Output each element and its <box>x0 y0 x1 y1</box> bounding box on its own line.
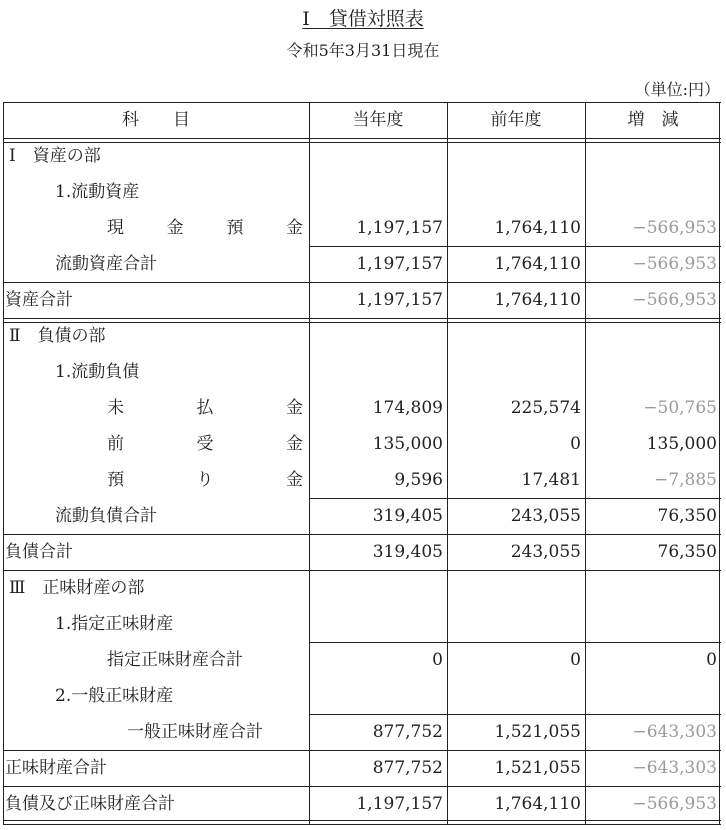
row-label: 1.流動資産 <box>55 182 140 202</box>
table-rule <box>309 714 721 715</box>
table-rule <box>3 824 721 825</box>
column-header-current: 当年度 <box>352 110 404 130</box>
table-rule <box>3 322 721 323</box>
value-previous: 0 <box>570 650 581 670</box>
table-rule <box>3 318 721 319</box>
row-label-char: 払 <box>196 398 214 418</box>
value-previous <box>447 678 581 714</box>
table-row <box>3 570 721 606</box>
column-header-change: 増 減 <box>627 110 679 130</box>
value-change: −566,953 <box>632 290 717 310</box>
table-row <box>3 390 721 426</box>
value-current <box>309 570 443 606</box>
value-change <box>585 318 717 354</box>
table-header <box>3 102 721 138</box>
value-change: −50,765 <box>643 398 717 418</box>
row-label: 資産合計 <box>5 290 73 310</box>
value-current: 877,752 <box>372 758 443 778</box>
value-previous <box>447 318 581 354</box>
value-change: −7,885 <box>654 470 717 490</box>
value-current: 1,197,157 <box>356 794 443 814</box>
value-change: 0 <box>706 650 717 670</box>
row-label-char: 現 <box>107 218 124 238</box>
table-rule <box>3 282 721 283</box>
value-current: 0 <box>432 650 443 670</box>
value-current <box>309 174 443 210</box>
table-row <box>3 786 721 822</box>
value-current: 174,809 <box>372 398 443 418</box>
value-current: 1,197,157 <box>356 254 443 274</box>
row-label: 1.指定正味財産 <box>55 614 174 634</box>
column-rule <box>585 102 586 824</box>
row-label: Ⅲ 正味財産の部 <box>9 578 145 598</box>
value-previous: 1,521,055 <box>494 758 581 778</box>
table-rule <box>3 570 721 571</box>
column-rule <box>719 102 720 824</box>
table-rule <box>3 142 721 143</box>
value-change: −643,303 <box>632 722 717 742</box>
value-current: 319,405 <box>372 542 443 562</box>
table-row <box>3 318 721 354</box>
table-row <box>3 462 721 498</box>
value-previous: 1,521,055 <box>494 722 581 742</box>
value-current: 1,197,157 <box>356 218 443 238</box>
value-previous <box>447 570 581 606</box>
column-rule <box>447 102 448 824</box>
value-previous <box>447 606 581 642</box>
table-rule <box>309 498 721 499</box>
table-row <box>3 498 721 534</box>
row-label-char: 預 <box>226 218 244 238</box>
value-change <box>585 354 717 390</box>
value-change: −643,303 <box>632 758 717 778</box>
table-rule <box>309 642 721 643</box>
value-previous: 1,764,110 <box>494 794 581 814</box>
row-label: 負債及び正味財産合計 <box>5 794 175 814</box>
table-rule <box>309 246 721 247</box>
value-previous: 1,764,110 <box>494 218 581 238</box>
value-current: 9,596 <box>394 470 443 490</box>
row-label-char: 金 <box>286 218 303 238</box>
value-change: −566,953 <box>632 218 717 238</box>
value-change <box>585 606 717 642</box>
table-row <box>3 210 721 246</box>
value-previous <box>447 174 581 210</box>
table-rule <box>3 786 721 787</box>
row-label-char: 金 <box>286 398 303 418</box>
value-change <box>585 138 717 174</box>
row-label-char: 受 <box>196 434 214 454</box>
value-previous: 0 <box>570 434 581 454</box>
value-current <box>309 678 443 714</box>
table-row <box>3 174 721 210</box>
row-label: 流動負債合計 <box>55 506 157 526</box>
row-label-char: 前 <box>107 434 124 454</box>
value-current: 1,197,157 <box>356 290 443 310</box>
table-rule <box>3 750 721 751</box>
table-row <box>3 282 721 318</box>
value-previous: 225,574 <box>510 398 581 418</box>
row-label: 1.流動負債 <box>55 362 140 382</box>
table-row <box>3 714 721 750</box>
value-change: −566,953 <box>632 254 717 274</box>
row-label-char: 金 <box>286 470 303 490</box>
column-rule <box>3 102 4 824</box>
row-label: Ⅱ 負債の部 <box>9 326 106 346</box>
value-current: 877,752 <box>372 722 443 742</box>
value-current <box>309 606 443 642</box>
value-previous: 17,481 <box>521 470 581 490</box>
table-row <box>3 678 721 714</box>
value-previous <box>447 354 581 390</box>
row-label: 流動資産合計 <box>55 254 157 274</box>
value-change: 76,350 <box>657 542 717 562</box>
value-previous: 243,055 <box>510 542 581 562</box>
document-title: Ⅰ 貸借対照表 <box>302 8 424 30</box>
value-previous: 1,764,110 <box>494 290 581 310</box>
row-label: Ⅰ 資産の部 <box>9 146 101 166</box>
column-header-item: 科 目 <box>122 110 190 130</box>
value-previous <box>447 138 581 174</box>
value-change: 76,350 <box>657 506 717 526</box>
row-label: 正味財産合計 <box>5 758 107 778</box>
table-row <box>3 642 721 678</box>
table-row <box>3 354 721 390</box>
row-label: 2.一般正味財産 <box>55 686 174 706</box>
value-previous: 1,764,110 <box>494 254 581 274</box>
unit-note: （単位:円） <box>634 80 720 99</box>
table-row <box>3 138 721 174</box>
column-rule <box>309 102 310 824</box>
table-row <box>3 534 721 570</box>
table-row <box>3 246 721 282</box>
row-label: 負債合計 <box>5 542 73 562</box>
table-rule <box>3 138 721 139</box>
table-row <box>3 426 721 462</box>
value-current <box>309 138 443 174</box>
value-current: 319,405 <box>372 506 443 526</box>
value-change <box>585 174 717 210</box>
row-label-char: り <box>196 470 214 490</box>
table-row <box>3 606 721 642</box>
row-label-char: 金 <box>286 434 303 454</box>
row-label-char: 金 <box>166 218 184 238</box>
value-previous: 243,055 <box>510 506 581 526</box>
table-rule <box>3 820 721 821</box>
value-current <box>309 318 443 354</box>
table-row <box>3 750 721 786</box>
column-header-previous: 前年度 <box>490 110 542 130</box>
value-change: −566,953 <box>632 794 717 814</box>
table-rule <box>3 534 721 535</box>
value-change <box>585 678 717 714</box>
row-label: 指定正味財産合計 <box>107 650 243 670</box>
value-change: 135,000 <box>646 434 717 454</box>
value-current <box>309 354 443 390</box>
row-label-char: 未 <box>107 398 124 418</box>
report-date: 令和5年3月31日現在 <box>286 41 440 60</box>
value-current: 135,000 <box>372 434 443 454</box>
value-change <box>585 570 717 606</box>
row-label: 一般正味財産合計 <box>127 722 263 742</box>
row-label-char: 預 <box>107 470 124 490</box>
balance-sheet-table <box>3 102 721 824</box>
table-rule <box>3 102 721 103</box>
